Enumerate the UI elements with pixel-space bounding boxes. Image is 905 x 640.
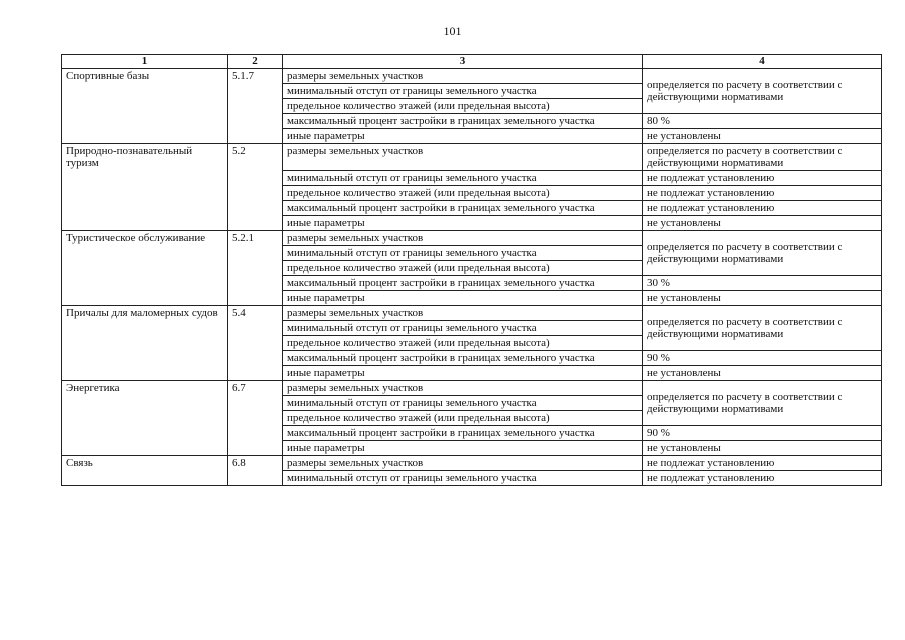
- use-type-name: Спортивные базы: [62, 69, 228, 144]
- parameter-value: определяется по расчету в соответствии с действующими нормативами: [643, 306, 882, 351]
- table-row: [62, 231, 882, 246]
- use-type-name: Туристическое обслуживание: [62, 231, 228, 306]
- parameter-name: размеры земельных участков: [283, 306, 643, 321]
- parameter-name: иные параметры: [283, 366, 643, 381]
- column-header-1: 1: [62, 55, 228, 69]
- use-type-name: Причалы для маломерных судов: [62, 306, 228, 381]
- column-header-3: 3: [283, 55, 643, 69]
- parameter-name: предельное количество этажей (или предельная высота): [283, 336, 643, 351]
- parameter-name: размеры земельных участков: [283, 144, 643, 171]
- use-type-code: 6.7: [228, 381, 283, 456]
- parameter-value: не подлежат установлению: [643, 171, 882, 186]
- parameter-name: предельное количество этажей (или предельная высота): [283, 411, 643, 426]
- parameter-value: 90 %: [643, 426, 882, 441]
- use-type-code: 5.1.7: [228, 69, 283, 144]
- table-row: [62, 456, 882, 471]
- parameter-value: не подлежат установлению: [643, 456, 882, 471]
- parameter-name: максимальный процент застройки в границах земельного участка: [283, 114, 643, 129]
- parameter-name: максимальный процент застройки в границах земельного участка: [283, 426, 643, 441]
- header-row: [62, 55, 882, 69]
- parameter-value: 90 %: [643, 351, 882, 366]
- parameter-value: не установлены: [643, 216, 882, 231]
- parameter-name: минимальный отступ от границы земельного участка: [283, 246, 643, 261]
- column-header-2: 2: [228, 55, 283, 69]
- parameter-name: минимальный отступ от границы земельного участка: [283, 396, 643, 411]
- parameter-value: не установлены: [643, 129, 882, 144]
- parameter-name: минимальный отступ от границы земельного участка: [283, 84, 643, 99]
- parameter-value: 30 %: [643, 276, 882, 291]
- parameter-value: 80 %: [643, 114, 882, 129]
- use-type-name: Связь: [62, 456, 228, 486]
- parameter-name: иные параметры: [283, 291, 643, 306]
- parameter-name: минимальный отступ от границы земельного участка: [283, 321, 643, 336]
- parameter-value: не подлежат установлению: [643, 201, 882, 216]
- use-type-name: Природно-познавательный туризм: [62, 144, 228, 231]
- zoning-parameters-table: [61, 54, 882, 486]
- use-type-code: 5.2: [228, 144, 283, 231]
- parameter-name: максимальный процент застройки в границах земельного участка: [283, 351, 643, 366]
- parameter-name: минимальный отступ от границы земельного участка: [283, 471, 643, 486]
- table-row: [62, 306, 882, 321]
- use-type-name: Энергетика: [62, 381, 228, 456]
- parameter-value: определяется по расчету в соответствии с действующими нормативами: [643, 69, 882, 114]
- parameter-name: иные параметры: [283, 129, 643, 144]
- use-type-code: 6.8: [228, 456, 283, 486]
- parameter-name: размеры земельных участков: [283, 381, 643, 396]
- use-type-code: 5.4: [228, 306, 283, 381]
- parameter-name: размеры земельных участков: [283, 456, 643, 471]
- table-row: [62, 69, 882, 84]
- page-number: 101: [443, 24, 462, 38]
- parameter-value: определяется по расчету в соответствии с действующими нормативами: [643, 381, 882, 426]
- parameter-name: иные параметры: [283, 216, 643, 231]
- parameter-name: размеры земельных участков: [283, 69, 643, 84]
- parameter-name: максимальный процент застройки в границах земельного участка: [283, 201, 643, 216]
- parameter-name: предельное количество этажей (или предельная высота): [283, 261, 643, 276]
- use-type-code: 5.2.1: [228, 231, 283, 306]
- parameter-value: не установлены: [643, 291, 882, 306]
- parameter-value: определяется по расчету в соответствии с действующими нормативами: [643, 231, 882, 276]
- parameter-name: иные параметры: [283, 441, 643, 456]
- parameter-value: определяется по расчету в соответствии с действующими нормативами: [643, 144, 882, 171]
- parameter-name: размеры земельных участков: [283, 231, 643, 246]
- parameter-value: не установлены: [643, 441, 882, 456]
- parameter-value: не установлены: [643, 366, 882, 381]
- parameter-name: максимальный процент застройки в границах земельного участка: [283, 276, 643, 291]
- parameter-name: предельное количество этажей (или предельная высота): [283, 99, 643, 114]
- parameter-value: не подлежат установлению: [643, 186, 882, 201]
- parameter-value: не подлежат установлению: [643, 471, 882, 486]
- table-row: [62, 144, 882, 171]
- parameter-name: минимальный отступ от границы земельного участка: [283, 171, 643, 186]
- column-header-4: 4: [643, 55, 882, 69]
- table-row: [62, 381, 882, 396]
- parameter-name: предельное количество этажей (или предельная высота): [283, 186, 643, 201]
